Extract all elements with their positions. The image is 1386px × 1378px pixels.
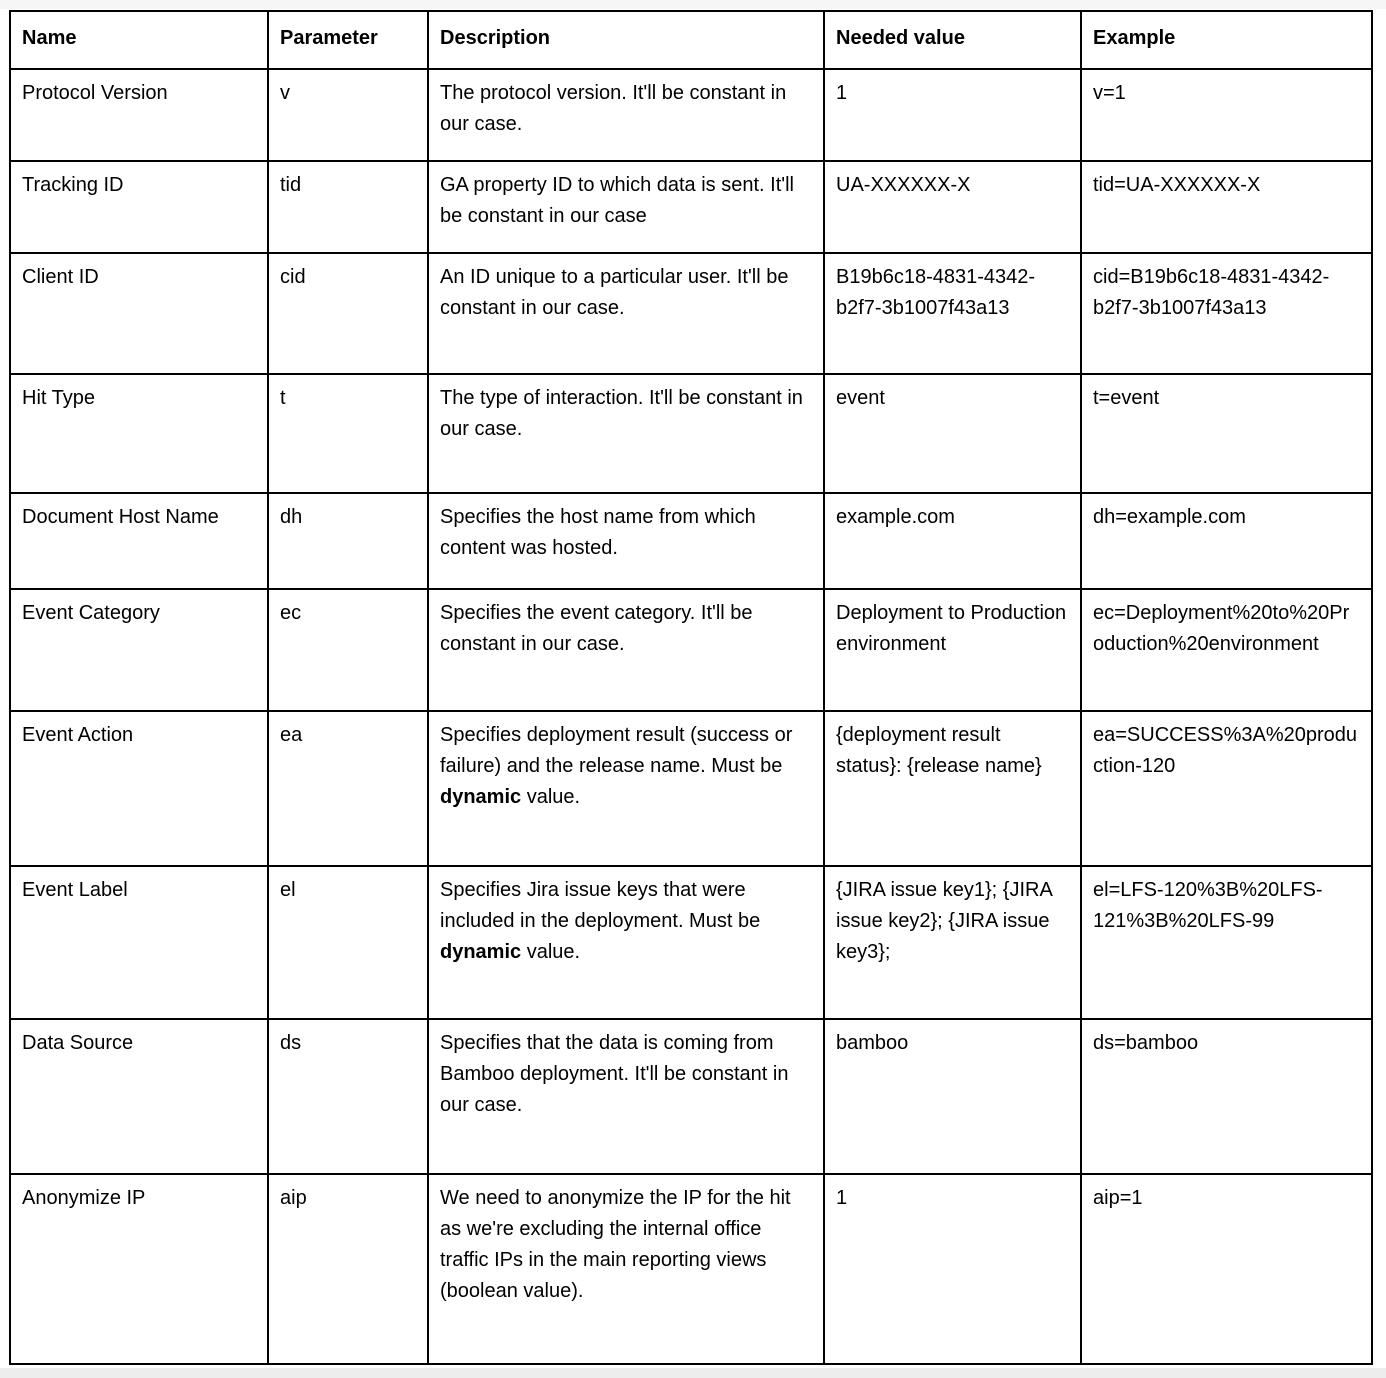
column-header-name: Name: [10, 11, 268, 69]
cell-name: Tracking ID: [10, 161, 268, 253]
cell-parameter: ds: [268, 1019, 428, 1174]
cell-parameter: cid: [268, 253, 428, 374]
cell-parameter: ec: [268, 589, 428, 711]
cell-needed-value: {JIRA issue key1}; {JIRA issue key2}; {JIRA issue key3};: [824, 866, 1081, 1019]
cell-needed-value: {deployment result status}: {release name}: [824, 711, 1081, 866]
cell-example: dh=example.com: [1081, 493, 1372, 589]
cell-needed-value: B19b6c18-4831-4342-b2f7-3b1007f43a13: [824, 253, 1081, 374]
cell-description: Specifies the event category. It'll be constant in our case.: [428, 589, 824, 711]
cell-needed-value: example.com: [824, 493, 1081, 589]
cell-name: Hit Type: [10, 374, 268, 493]
cell-description: An ID unique to a particular user. It'll be constant in our case.: [428, 253, 824, 374]
cell-description: Specifies deployment result (success or failure) and the release name. Must be dynamic value.: [428, 711, 824, 866]
cell-example: cid=B19b6c18-4831-4342-b2f7-3b1007f43a13: [1081, 253, 1372, 374]
table-row: [10, 1019, 1372, 1174]
cell-parameter: t: [268, 374, 428, 493]
cell-needed-value: bamboo: [824, 1019, 1081, 1174]
cell-parameter: dh: [268, 493, 428, 589]
cell-description: We need to anonymize the IP for the hit as we're excluding the internal office traffic IPs in the main reporting views (boolean value).: [428, 1174, 824, 1364]
table-row: [10, 589, 1372, 711]
cell-needed-value: Deployment to Production environment: [824, 589, 1081, 711]
cell-description: The type of interaction. It'll be constant in our case.: [428, 374, 824, 493]
cell-name: Event Action: [10, 711, 268, 866]
page-edge-top: [0, 0, 1386, 9]
table-body: [10, 69, 1372, 1364]
cell-description: Specifies Jira issue keys that were included in the deployment. Must be dynamic value.: [428, 866, 824, 1019]
cell-example: aip=1: [1081, 1174, 1372, 1364]
page-edge-bottom: [0, 1368, 1386, 1378]
cell-name: Document Host Name: [10, 493, 268, 589]
cell-needed-value: UA-XXXXXX-X: [824, 161, 1081, 253]
cell-description: Specifies the host name from which content was hosted.: [428, 493, 824, 589]
cell-parameter: v: [268, 69, 428, 161]
table-row: [10, 493, 1372, 589]
column-header-example: Example: [1081, 11, 1372, 69]
table-row: [10, 1174, 1372, 1364]
column-header-needed-value: Needed value: [824, 11, 1081, 69]
cell-name: Client ID: [10, 253, 268, 374]
cell-description: GA property ID to which data is sent. It'll be constant in our case: [428, 161, 824, 253]
cell-parameter: tid: [268, 161, 428, 253]
cell-example: ea=SUCCESS%3A%20production-120: [1081, 711, 1372, 866]
table-header: [10, 11, 1372, 69]
header-row: [10, 11, 1372, 69]
cell-description: The protocol version. It'll be constant in our case.: [428, 69, 824, 161]
cell-example: el=LFS-120%3B%20LFS-121%3B%20LFS-99: [1081, 866, 1372, 1019]
table-row: [10, 69, 1372, 161]
cell-needed-value: event: [824, 374, 1081, 493]
table-row: [10, 866, 1372, 1019]
column-header-parameter: Parameter: [268, 11, 428, 69]
cell-name: Protocol Version: [10, 69, 268, 161]
cell-name: Anonymize IP: [10, 1174, 268, 1364]
cell-example: t=event: [1081, 374, 1372, 493]
cell-parameter: ea: [268, 711, 428, 866]
cell-example: v=1: [1081, 69, 1372, 161]
cell-example: ds=bamboo: [1081, 1019, 1372, 1174]
cell-name: Event Label: [10, 866, 268, 1019]
cell-description: Specifies that the data is coming from Bamboo deployment. It'll be constant in our case.: [428, 1019, 824, 1174]
table-row: [10, 374, 1372, 493]
cell-example: tid=UA-XXXXXX-X: [1081, 161, 1372, 253]
parameters-table: [9, 10, 1373, 1365]
table-row: [10, 711, 1372, 866]
cell-name: Data Source: [10, 1019, 268, 1174]
table-row: [10, 253, 1372, 374]
cell-needed-value: 1: [824, 69, 1081, 161]
cell-example: ec=Deployment%20to%20Production%20environment: [1081, 589, 1372, 711]
cell-name: Event Category: [10, 589, 268, 711]
table-row: [10, 161, 1372, 253]
cell-needed-value: 1: [824, 1174, 1081, 1364]
cell-parameter: aip: [268, 1174, 428, 1364]
column-header-description: Description: [428, 11, 824, 69]
cell-parameter: el: [268, 866, 428, 1019]
